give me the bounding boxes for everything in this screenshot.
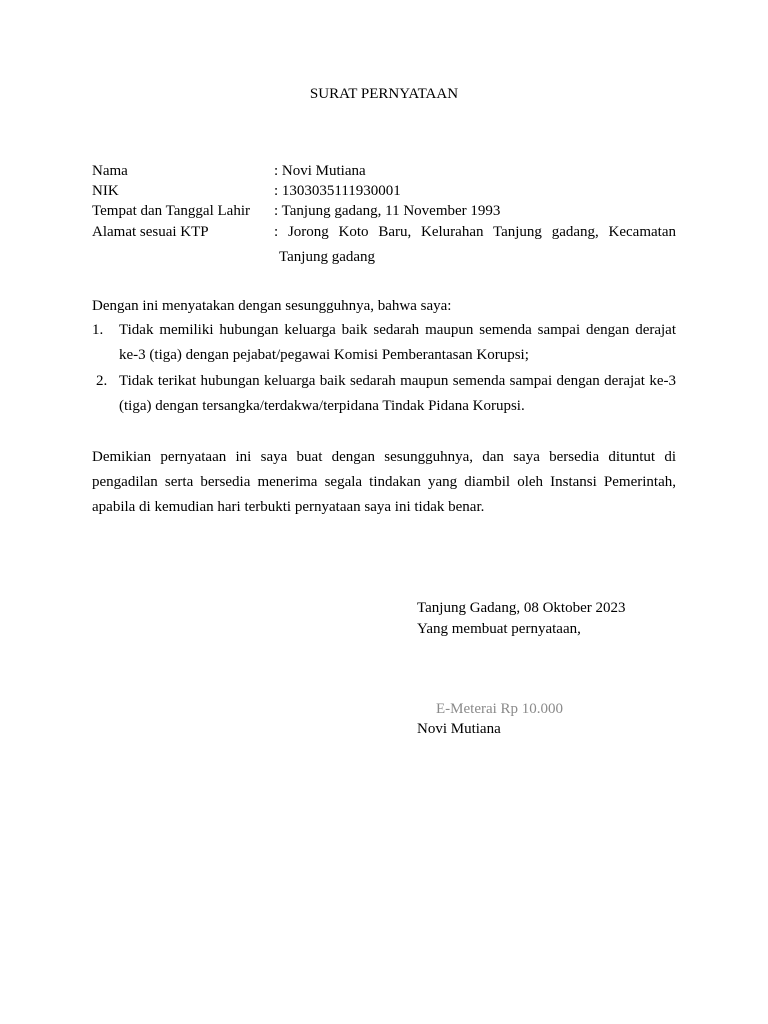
closing-paragraph: Demikian pernyataan ini saya buat dengan sesungguhnya, dan saya bersedia dituntut di pengadilan serta bersedia menerima segala tindakan yang diambil oleh Instansi Pemerintah, apabila di kemudian hari terbukti pernyataan saya ini tidak benar. [92, 449, 676, 515]
field-label-ttl: Tempat dan Tanggal Lahir [92, 203, 250, 219]
signature-role: Yang membuat pernyataan, [417, 621, 581, 637]
signature-place-date: Tanjung Gadang, 08 Oktober 2023 [417, 600, 626, 616]
field-value-alamat-line1: : Jorong Koto Baru, Kelurahan Tanjung gadang, Kecamatan [274, 224, 676, 240]
field-value-alamat-line2: Tanjung gadang [279, 249, 376, 265]
list-item-number: 1. [92, 322, 104, 338]
field-label-nama: Nama [92, 163, 128, 179]
list-item-text: Tidak memiliki hubungan keluarga baik sedarah maupun semenda sampai dengan derajat ke-3 (tiga) dengan pejabat/pegawai Komisi Pemberantasan Korupsi; [119, 322, 676, 363]
field-value-nik: : 1303035111930001 [274, 183, 401, 199]
statement-intro: Dengan ini menyatakan dengan sesungguhnya, bahwa saya: [92, 298, 452, 314]
signatory-name: Novi Mutiana [417, 721, 501, 737]
field-label-alamat: Alamat sesuai KTP [92, 224, 209, 240]
list-item-number: 2. [96, 373, 108, 389]
field-value-ttl: : Tanjung gadang, 11 November 1993 [274, 203, 501, 219]
emeterai-stamp: E-Meterai Rp 10.000 [436, 701, 564, 717]
field-value-nama: : Novi Mutiana [274, 163, 366, 179]
list-item [92, 318, 676, 368]
list-item-text: Tidak terikat hubungan keluarga baik sedarah maupun semenda sampai dengan derajat ke-3 (tiga) dengan tersangka/terdakwa/terpidana Tindak Pidana Korupsi. [119, 373, 676, 414]
list-item [92, 369, 676, 419]
document-title: SURAT PERNYATAAN [309, 86, 459, 102]
field-value-alamat [274, 220, 676, 270]
field-label-nik: NIK [92, 183, 119, 199]
